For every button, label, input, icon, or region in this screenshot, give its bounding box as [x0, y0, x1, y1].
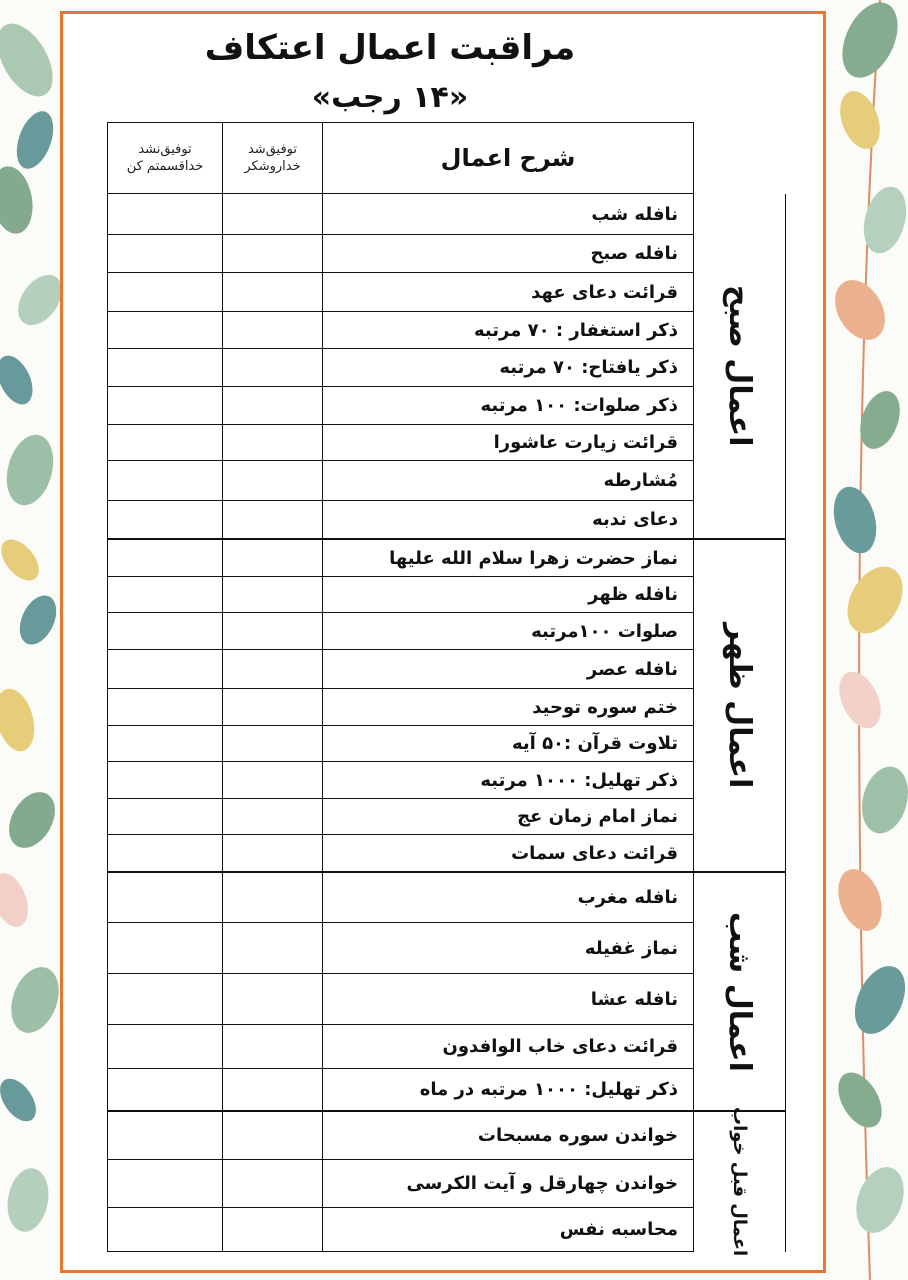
not-done-checkbox[interactable]: [108, 235, 223, 272]
table-row: [107, 540, 694, 577]
column-header-description-label: شرح اعمال: [440, 144, 576, 172]
activity-label: ذکر صلوات: ۱۰۰ مرتبه: [480, 395, 678, 416]
done-checkbox[interactable]: [223, 835, 323, 871]
activity-label: نماز حضرت زهرا سلام الله علیها: [389, 547, 678, 569]
not-done-checkbox[interactable]: [108, 387, 223, 424]
not-done-checkbox[interactable]: [108, 923, 223, 973]
activity-label: نماز غفیله: [584, 937, 678, 959]
section-morning: [694, 194, 786, 540]
table-row: [107, 835, 694, 873]
activity-label: خواندن سوره مسبحات: [477, 1125, 678, 1146]
section-noon: [694, 540, 786, 873]
table-row: [107, 650, 694, 689]
done-checkbox[interactable]: [223, 762, 323, 798]
not-done-checkbox[interactable]: [108, 349, 223, 386]
activity-label: قرائت دعای عهد: [531, 281, 678, 303]
done-checkbox[interactable]: [223, 1069, 323, 1110]
activity-label: ذکر تهلیل: ۱۰۰۰ مرتبه: [480, 769, 678, 791]
table-row: [107, 689, 694, 726]
column-header-description: [322, 122, 694, 194]
table-row: [107, 799, 694, 835]
not-done-checkbox[interactable]: [108, 1112, 223, 1159]
section-label-noon: اعمال ظهر: [722, 622, 757, 789]
table-row: [107, 349, 694, 387]
column-header-not-done-label: توفیق‌نشد خداقسمتم کن: [126, 142, 204, 174]
activity-label: نافله عصر: [586, 658, 678, 680]
activity-label: نافله شب: [591, 203, 678, 225]
activity-label: ذکر استغفار : ۷۰ مرتبه: [474, 319, 678, 341]
not-done-checkbox[interactable]: [108, 974, 223, 1024]
activity-label: نافله ظهر: [588, 584, 678, 605]
done-checkbox[interactable]: [223, 349, 323, 386]
not-done-checkbox[interactable]: [108, 613, 223, 649]
activity-label: دعای ندبه: [592, 509, 678, 530]
done-checkbox[interactable]: [223, 1112, 323, 1159]
activity-label: محاسبه نفس: [559, 1219, 678, 1240]
done-checkbox[interactable]: [223, 194, 323, 234]
not-done-checkbox[interactable]: [108, 312, 223, 348]
done-checkbox[interactable]: [223, 577, 323, 612]
page-subtitle: «۱۴ رجب»: [311, 80, 469, 115]
column-header-not-done: [107, 122, 223, 194]
done-checkbox[interactable]: [223, 974, 323, 1024]
not-done-checkbox[interactable]: [108, 726, 223, 761]
not-done-checkbox[interactable]: [108, 1160, 223, 1207]
done-checkbox[interactable]: [223, 1208, 323, 1251]
done-checkbox[interactable]: [223, 540, 323, 576]
done-checkbox[interactable]: [223, 799, 323, 834]
done-checkbox[interactable]: [223, 235, 323, 272]
table-row: [107, 923, 694, 974]
done-checkbox[interactable]: [223, 873, 323, 922]
table-row: [107, 1112, 694, 1160]
table-row: [107, 312, 694, 349]
activity-label: ذکر تهلیل: ۱۰۰۰ مرتبه در ماه: [419, 1079, 678, 1100]
not-done-checkbox[interactable]: [108, 1025, 223, 1068]
activity-label: تلاوت قرآن :۵۰ آیه: [511, 733, 678, 754]
table-row: [107, 1069, 694, 1112]
table-row: [107, 501, 694, 540]
section-before-sleep: [694, 1107, 786, 1257]
done-checkbox[interactable]: [223, 613, 323, 649]
not-done-checkbox[interactable]: [108, 461, 223, 500]
not-done-checkbox[interactable]: [108, 1069, 223, 1110]
section-label-night: اعمال شب: [722, 911, 757, 1072]
done-checkbox[interactable]: [223, 1025, 323, 1068]
done-checkbox[interactable]: [223, 273, 323, 311]
column-header-done-label: توفیق‌شد خداروشکر: [244, 142, 301, 174]
activity-label: ذکر یافتاح: ۷۰ مرتبه: [499, 357, 678, 378]
done-checkbox[interactable]: [223, 387, 323, 424]
not-done-checkbox[interactable]: [108, 873, 223, 922]
done-checkbox[interactable]: [223, 461, 323, 500]
done-checkbox[interactable]: [223, 923, 323, 973]
table-row: [107, 273, 694, 312]
not-done-checkbox[interactable]: [108, 650, 223, 688]
done-checkbox[interactable]: [223, 1160, 323, 1207]
activity-label: مُشارطه: [603, 470, 678, 491]
activity-label: نافله مغرب: [577, 887, 678, 908]
table-row: [107, 762, 694, 799]
table-row: [107, 873, 694, 923]
not-done-checkbox[interactable]: [108, 425, 223, 460]
table-row: [107, 1025, 694, 1069]
table-row: [107, 425, 694, 461]
table-row: [107, 194, 694, 235]
activity-label: نافله صبح: [590, 243, 678, 264]
section-label-before-sleep: اعمال قبل خواب: [729, 1107, 750, 1257]
activity-label: نافله عشا: [590, 988, 678, 1010]
not-done-checkbox[interactable]: [108, 835, 223, 871]
not-done-checkbox[interactable]: [108, 577, 223, 612]
table-row: [107, 387, 694, 425]
done-checkbox[interactable]: [223, 650, 323, 688]
not-done-checkbox[interactable]: [108, 1208, 223, 1251]
activity-label: ختم سوره توحید: [532, 696, 678, 718]
activity-label: قرائت زیارت عاشورا: [493, 432, 678, 453]
activity-label: صلوات ۱۰۰مرتبه: [531, 620, 678, 642]
done-checkbox[interactable]: [223, 501, 323, 538]
table-row: [107, 1208, 694, 1252]
done-checkbox[interactable]: [223, 726, 323, 761]
not-done-checkbox[interactable]: [108, 689, 223, 725]
table-row: [107, 974, 694, 1025]
not-done-checkbox[interactable]: [108, 540, 223, 576]
activity-label: قرائت دعای خاب الوافدون: [442, 1036, 678, 1057]
not-done-checkbox[interactable]: [108, 273, 223, 311]
table-row: [107, 577, 694, 613]
page-title: مراقبت اعمال اعتکاف: [204, 28, 576, 68]
done-checkbox[interactable]: [223, 425, 323, 460]
not-done-checkbox[interactable]: [108, 194, 223, 234]
activity-label: نماز امام زمان عج: [517, 806, 678, 827]
activity-label: خواندن چهارقل و آیت الکرسی: [406, 1173, 678, 1194]
column-header-done: [222, 122, 323, 194]
not-done-checkbox[interactable]: [108, 762, 223, 798]
table-row: [107, 461, 694, 501]
not-done-checkbox[interactable]: [108, 799, 223, 834]
table-row: [107, 1160, 694, 1208]
table-row: [107, 613, 694, 650]
table-row: [107, 726, 694, 762]
section-night: [694, 873, 786, 1112]
section-label-morning: اعمال صبح: [722, 285, 757, 447]
table-row: [107, 235, 694, 273]
activity-label: قرائت دعای سمات: [511, 842, 678, 864]
done-checkbox[interactable]: [223, 689, 323, 725]
done-checkbox[interactable]: [223, 312, 323, 348]
not-done-checkbox[interactable]: [108, 501, 223, 538]
